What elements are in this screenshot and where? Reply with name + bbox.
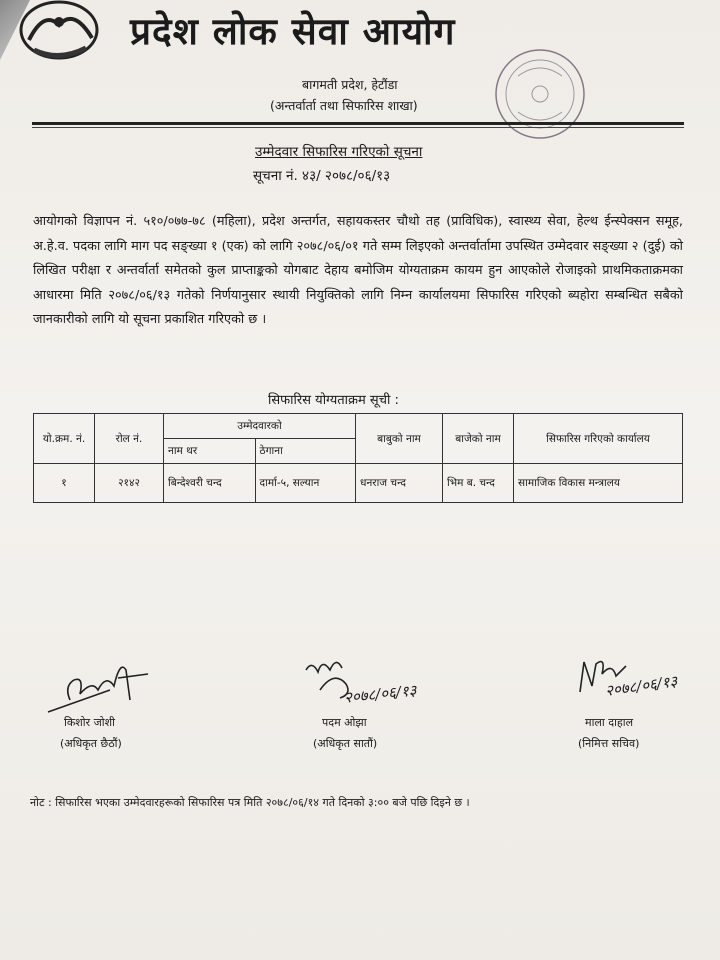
cell-rank: १: [34, 464, 95, 503]
signatory-1-title: (अधिकृत छैठौं): [60, 737, 122, 750]
signatory-3-name: माला दाहाल: [585, 716, 634, 729]
footer-note: नोट : सिफारिस भएका उम्मेदवारहरूको सिफारिस पत्र मिति २०७८/०६/१४ गते दिनको ३:०० बजे पछि दिइने छ ।: [30, 796, 470, 809]
branch-name: (अन्तर्वार्ता तथा सिफारिस शाखा): [270, 98, 418, 113]
header-father: बाबुको नाम: [356, 414, 443, 464]
header-rank: यो.क्रम. नं.: [34, 414, 95, 464]
list-title: सिफारिस योग्यताक्रम सूची :: [268, 393, 399, 408]
nepal-emblem-icon: [14, 0, 104, 70]
notice-number: सूचना नं. ४३/ २०७८/०६/१३: [253, 168, 391, 184]
table-row: [34, 464, 683, 503]
recommendation-table: [33, 413, 683, 503]
header-name: नाम थर: [164, 439, 256, 464]
cell-name: बिन्देश्वरी चन्द: [164, 464, 256, 503]
notice-body: आयोगको विज्ञापन नं. ५१०/०७७-७८ (महिला), प्रदेश अन्तर्गत, सहायकस्तर चौथो तह (प्राविधिक), स्वास्थ्य सेवा, हेल्थ ईन्स्पेक्सन समूह, अ.हे.व. पदका लागि माग पद सङ्ख्या १ (एक) को लागि २०७८/०६/०१ गते सम्म लिइएको अन्तर्वार्तामा उपस्थित उम्मेदवार सङ्ख्या २ (दुई) को लिखित परीक्षा र अन्तर्वार्ता समेतको कुल प्राप्ताङ्कको योगबाट देहाय बमोजिम योग्यताक्रम कायम हुन आएकोले रोजाइको प्राथमिकताक्रमका आधारमा मिति २०७८/०६/१३ गतेको निर्णयानुसार स्थायी नियुक्तिको लागि निम्न कार्यालयमा सिफारिस गरिएको ब्यहोरा सम्बन्धित सबैको जानकारीको लागि यो सूचना प्रकाशित गरिएको छ ।: [33, 214, 683, 327]
office-location: बागमती प्रदेश, हेटौंडा: [302, 77, 398, 92]
signatory-3-title: (निमित्त सचिव): [578, 737, 640, 750]
header-candidate: उम्मेदवारको: [164, 414, 356, 439]
signature-1-scribble: [40, 650, 160, 720]
page-title: प्रदेश लोक सेवा आयोग: [130, 10, 456, 53]
cell-father: धनराज चन्द: [356, 464, 443, 503]
signature-2-date: २०७८/०६/१३: [343, 681, 418, 707]
header-divider-thin: [32, 127, 684, 128]
signatory-2-name: पदम ओझा: [322, 716, 367, 729]
header-divider: [32, 122, 684, 125]
cell-office: सामाजिक विकास मन्त्रालय: [514, 464, 683, 503]
header-office: सिफारिस गरिएको कार्यालय: [514, 414, 683, 464]
cell-grandfather: भिम ब. चन्द: [443, 464, 514, 503]
cell-roll: २१४२: [95, 464, 164, 503]
signature-3-date: २०७८/०६/१३: [604, 672, 679, 700]
cell-address: दार्मा-५, सल्यान: [255, 464, 355, 503]
header-roll: रोल नं.: [95, 414, 164, 464]
header-grandfather: बाजेको नाम: [443, 414, 514, 464]
signatory-2-title: (अधिकृत सातौं): [313, 737, 378, 750]
signatory-1-name: किशोर जोशी: [64, 716, 115, 729]
header-address: ठेगाना: [255, 439, 355, 464]
notice-title: उम्मेदवार सिफारिस गरिएको सूचना: [255, 144, 423, 160]
